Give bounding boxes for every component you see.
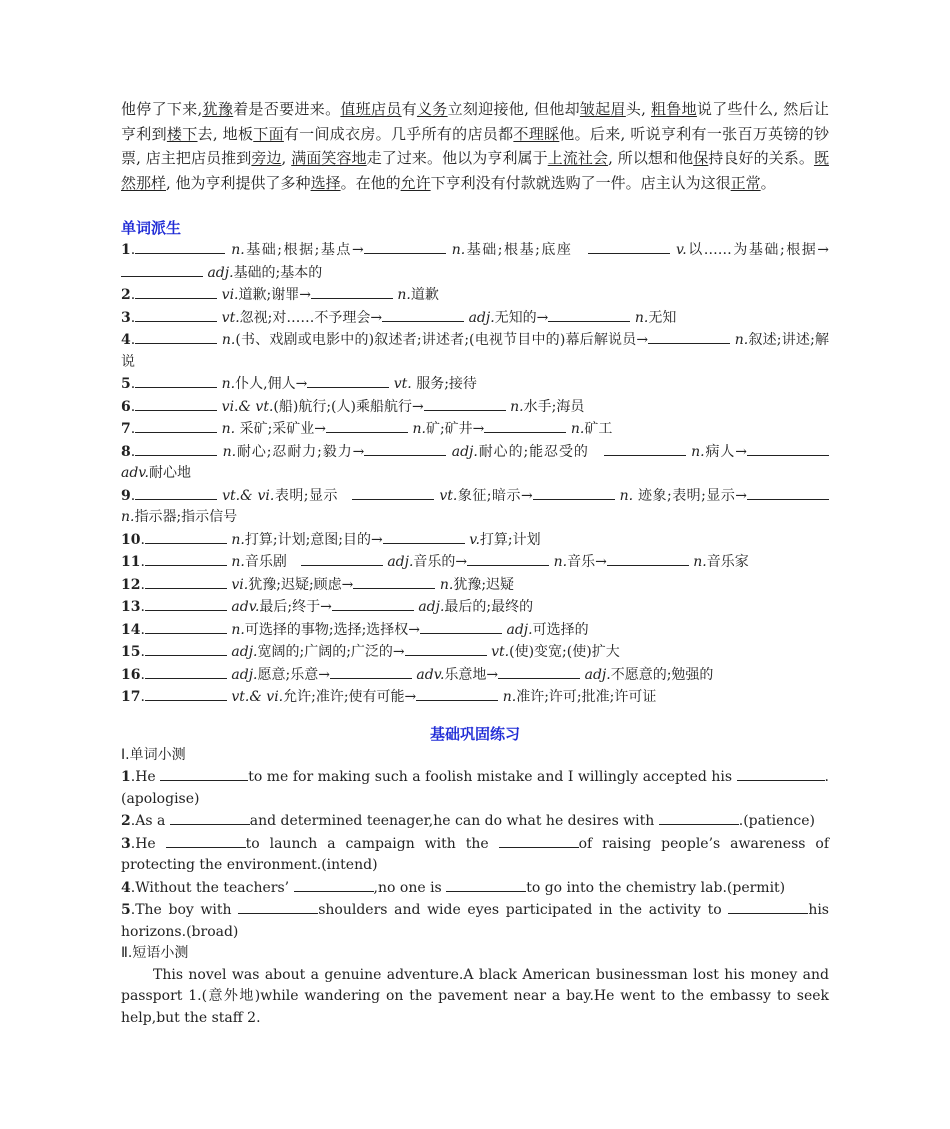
item-number: 7 (121, 421, 131, 437)
answer-blank[interactable] (294, 877, 374, 892)
definition: (书、戏剧或电影中的)叙述者;讲述者;(电视节目中的)幕后解说员→ (235, 332, 649, 348)
definition: 忽视;对……不予理会→ (239, 309, 383, 326)
definition: 叙述;讲述;解说 (121, 332, 829, 370)
definition: 打算;计划;意图;目的→ (244, 531, 383, 548)
passage-text: , 所以想和他 (608, 149, 694, 167)
part-of-speech: n. (231, 554, 245, 570)
answer-blank[interactable] (166, 833, 246, 848)
definition: 耐心的;能忍受的 (477, 443, 604, 460)
item-number: 5 (121, 376, 131, 392)
exercise-text: of raising people’s awareness of protecting the environment.(intend) (121, 835, 829, 873)
definition: 可选择的事物;选择;选择权→ (244, 621, 421, 638)
part-of-speech: n. (231, 242, 245, 258)
definition: 不愿意的;勉强的 (610, 666, 714, 683)
exercise-text: ,no one is (373, 879, 447, 896)
part-of-speech: n. (510, 398, 524, 415)
item-number: 3 (121, 309, 131, 326)
part-of-speech: n. (570, 421, 585, 437)
answer-blank[interactable] (135, 396, 217, 411)
item-number: 17 (121, 689, 141, 705)
chinese-passage (121, 97, 829, 195)
answer-blank[interactable] (420, 619, 502, 634)
answer-blank[interactable] (135, 329, 217, 344)
part-of-speech: vt. (491, 644, 510, 660)
definition: 以……为基础;根据→ (686, 242, 830, 258)
definition: 基础;根据;基点→ (244, 242, 364, 258)
part-of-speech: vt.& vi. (222, 487, 275, 504)
answer-blank[interactable] (588, 239, 670, 254)
definition: 仆人,佣人→ (235, 376, 308, 392)
answer-blank[interactable] (145, 686, 227, 701)
answer-blank[interactable] (424, 396, 506, 411)
part-of-speech: n. (553, 554, 568, 570)
derivation-item: 1. n.基础;根据;基点→ n.基础;根基;底座 v.以……为基础;根据→ adj.基础的;基本的 (121, 239, 829, 284)
answer-blank[interactable] (135, 307, 217, 322)
part-of-speech: adj. (231, 666, 258, 683)
derivation-item: 15. adj.宽阔的;广阔的;广泛的→ vt.(使)变宽;(使)扩大 (121, 641, 829, 664)
answer-blank[interactable] (548, 307, 630, 322)
part-of-speech: vi.& vt. (221, 398, 274, 415)
answer-blank[interactable] (135, 441, 217, 456)
part-of-speech: n. (231, 621, 245, 638)
exercise-item: 3.He to launch a campaign with the of raising people’s awareness of protecting the environment.(intend) (121, 833, 829, 877)
part-of-speech: adj. (231, 644, 258, 660)
exercise-text: to go into the chemistry lab.(permit) (526, 879, 786, 896)
passage-text: 去, 地板 (197, 124, 254, 143)
passage-text: 下亨利没有付款就选购了一件。店主认为这很 (430, 173, 731, 192)
part1-title: Ⅰ.单词小测 (121, 746, 186, 763)
definition: 矿工 (584, 421, 613, 437)
passage-text: 有一间成衣房。几乎所有的店员都 (283, 124, 514, 143)
derivation-item: 8. n.耐心;忍耐力;毅力→ adj.耐心的;能忍受的 n.病人→ adv.耐心地 (121, 441, 829, 485)
item-number: 11 (121, 554, 141, 570)
answer-blank[interactable] (145, 664, 227, 679)
part-of-speech: adv. (231, 599, 260, 615)
definition: 乐意地→ (444, 666, 499, 683)
part-of-speech: v. (469, 531, 480, 548)
item-number: 14 (121, 621, 141, 638)
passage-text: 着是否要进来。 (233, 100, 341, 118)
definition: 病人→ (704, 443, 748, 460)
answer-blank[interactable] (311, 284, 393, 299)
definition: 允许;准许;使有可能→ (283, 689, 417, 705)
item-number: 12 (121, 576, 141, 593)
answer-blank[interactable] (135, 418, 217, 433)
definition: 犹豫;迟疑;顾虑→ (248, 576, 354, 593)
exercise-text: and determined teenager,he can do what he desires with (249, 813, 659, 829)
answer-blank[interactable] (446, 877, 526, 892)
passage-underlined: 楼下 (166, 124, 198, 143)
item-number: 10 (121, 531, 141, 548)
answer-blank[interactable] (737, 766, 825, 781)
definition: 宽阔的;广阔的;广泛的→ (257, 644, 405, 660)
definition: 最后的;最终的 (444, 599, 534, 615)
answer-blank[interactable] (747, 485, 829, 500)
passage-underlined: 下面 (253, 124, 284, 143)
passage-underlined: 义务 (416, 100, 448, 118)
definition: 道歉;谢罪→ (238, 287, 311, 303)
passage-underlined: 允许 (400, 173, 431, 192)
part-of-speech: adj. (207, 264, 234, 281)
item-number: 4 (121, 332, 131, 348)
derivation-item: 9. vt.& vi.表明;显示 vt.象征;暗示→ n. 迹象;表明;显示→ n.指示器;指示信号 (121, 485, 829, 529)
passage-text: 有 (401, 100, 417, 118)
answer-blank[interactable] (135, 239, 225, 254)
passage-text: 持良好的关系。 (708, 149, 814, 167)
answer-blank[interactable] (145, 596, 227, 611)
exercise-text: to me for making such a foolish mistake and I willingly accepted his (248, 769, 737, 785)
item-number: 13 (121, 599, 141, 615)
definition: 无知 (648, 309, 677, 326)
definition: 准许;许可;批准;许可证 (516, 689, 657, 705)
answer-blank[interactable] (121, 262, 203, 277)
answer-blank[interactable] (416, 686, 498, 701)
passage-underlined: 值班店员 (340, 100, 402, 118)
part-of-speech: vt. (393, 376, 412, 392)
passage-text: , 他为亨利提供了多种 (166, 173, 311, 192)
passage-underlined: 上流社会 (547, 149, 609, 167)
definition: 最后;终于→ (259, 599, 332, 615)
answer-blank[interactable] (238, 899, 318, 914)
exercise-text: to launch a campaign with the (245, 835, 499, 852)
exercise-text: his horizons.(broad) (121, 902, 829, 940)
derivation-item: 17. vt.& vi.允许;准许;使有可能→ n.准许;许可;批准;许可证 (121, 686, 829, 709)
item-number: 2 (121, 287, 131, 303)
definition: 基础;根基;底座 (465, 242, 589, 258)
answer-blank[interactable] (498, 664, 580, 679)
part-of-speech: vt. (439, 487, 458, 504)
definition: 表明;显示 (274, 487, 353, 504)
section-title-derivation: 单词派生 (121, 219, 182, 237)
exercise-text: He (135, 835, 166, 852)
answer-blank[interactable] (728, 899, 808, 914)
exercise-text: .(patience) (738, 813, 815, 829)
exercise-text: He (135, 769, 161, 785)
item-number: 5 (121, 902, 131, 918)
answer-blank[interactable] (484, 418, 566, 433)
derivation-item: 16. adj.愿意;乐意→ adv.乐意地→ adj.不愿意的;勉强的 (121, 664, 829, 687)
definition: 愿意;乐意→ (257, 666, 330, 683)
derivation-item: 11. n.音乐剧 adj.音乐的→ n.音乐→ n.音乐家 (121, 551, 829, 574)
derivation-item: 14. n.可选择的事物;选择;选择权→ adj.可选择的 (121, 619, 829, 642)
answer-blank[interactable] (307, 373, 389, 388)
part-of-speech: adj. (451, 443, 478, 460)
passage-underlined: 不理睬 (513, 124, 560, 143)
item-number: 1 (121, 769, 131, 785)
passage-text: 他。后来, 听说亨利有一张百万英镑的钞票, 店主把店员推到 (121, 124, 829, 167)
passage-text: 头, (625, 100, 651, 118)
derivation-item: 10. n.打算;计划;意图;目的→ v.打算;计划 (121, 529, 829, 552)
part-of-speech: n. (451, 242, 466, 258)
derivation-item: 13. adv.最后;终于→ adj.最后的;最终的 (121, 596, 829, 619)
part-of-speech: n. (221, 421, 236, 437)
part-of-speech: n. (397, 287, 411, 303)
definition: 音乐→ (567, 554, 607, 570)
definition: (船)航行;(人)乘船航行→ (273, 398, 424, 415)
part-of-speech: n. (691, 443, 705, 460)
part-of-speech: adv. (121, 465, 150, 481)
passage-underlined: 保 (693, 149, 709, 167)
answer-blank[interactable] (145, 529, 227, 544)
answer-blank[interactable] (145, 551, 227, 566)
answer-blank[interactable] (145, 619, 227, 634)
answer-blank[interactable] (135, 284, 217, 299)
item-number: 4 (121, 879, 131, 896)
definition: 无知的→ (494, 309, 549, 326)
definition: 犹豫;迟疑 (453, 576, 515, 593)
answer-blank[interactable] (648, 329, 730, 344)
passage-text: 说了些什么, 然后让亨利到 (121, 100, 829, 143)
derivation-item: 7. n. 采矿;采矿业→ n.矿;矿井→ n.矿工 (121, 418, 829, 441)
part2-title: Ⅱ.短语小测 (121, 945, 189, 961)
definition: 道歉 (410, 287, 439, 303)
part-of-speech: adj. (468, 309, 495, 326)
answer-blank[interactable] (364, 239, 446, 254)
answer-blank[interactable] (332, 596, 414, 611)
answer-blank[interactable] (405, 641, 487, 656)
definition: 音乐剧 (244, 554, 301, 570)
answer-blank[interactable] (364, 441, 446, 456)
part-of-speech: n. (634, 309, 649, 326)
derivation-item: 4. n.(书、戏剧或电影中的)叙述者;讲述者;(电视节目中的)幕后解说员→ n.叙述;讲述;解说 (121, 329, 829, 373)
item-number: 9 (121, 487, 131, 504)
passage-underlined: 皱起眉 (579, 100, 626, 118)
part-of-speech: adj. (418, 599, 445, 615)
passage-underlined: 犹豫 (202, 100, 234, 118)
answer-blank[interactable] (352, 485, 434, 500)
part-of-speech: n. (221, 332, 236, 348)
exercise-item: 5.The boy with shoulders and wide eyes participated in the activity to his horizons.(broad) (121, 899, 829, 943)
derivation-item: 2. vi.道歉;谢罪→ n.道歉 (121, 284, 829, 307)
exercise-list (121, 766, 829, 943)
answer-blank[interactable] (160, 766, 248, 781)
phrase-passage: This novel was about a genuine adventure.A black American businessman lost his money and passport 1.(意外地)while wandering on the pavement near a bay.He went to the embassy to seek help,but the staff 2. (121, 966, 829, 1026)
item-number: 1 (121, 242, 131, 258)
answer-blank[interactable] (383, 529, 465, 544)
document-page (121, 97, 829, 1029)
item-number: 2 (121, 813, 131, 829)
definition: 打算;计划 (479, 531, 541, 548)
derivation-item: 5. n.仆人,佣人→ vt. 服务;接待 (121, 373, 829, 396)
exercise-text: As a (135, 813, 170, 829)
answer-blank[interactable] (467, 551, 549, 566)
definition: 服务;接待 (411, 376, 477, 392)
passage-underlined: 满面笑容地 (291, 149, 367, 167)
definition: 水手;海员 (523, 398, 585, 415)
part-of-speech: adj. (387, 554, 414, 570)
passage-underlined: 粗鲁地 (650, 100, 697, 118)
passage-text: , (281, 149, 292, 167)
part-of-speech: vi. (221, 287, 239, 303)
exercise-text: shoulders and wide eyes participated in the activity to (318, 902, 729, 918)
derivation-list (121, 239, 829, 709)
part-of-speech: vt.& vi. (231, 689, 284, 705)
exercise-item: 2.As a and determined teenager,he can do what he desires with .(patience) (121, 810, 829, 833)
passage-underlined: 旁边 (251, 149, 282, 167)
passage-underlined: 既然那样 (121, 149, 829, 192)
definition: (使)变宽;(使)扩大 (509, 644, 620, 660)
item-number: 6 (121, 398, 131, 415)
answer-blank[interactable] (382, 307, 464, 322)
item-number: 15 (121, 644, 141, 660)
answer-blank[interactable] (659, 810, 739, 825)
definition: 音乐的→ (413, 554, 468, 570)
answer-blank[interactable] (170, 810, 250, 825)
part-of-speech: n. (439, 576, 454, 593)
part-of-speech: n. (221, 376, 236, 392)
part-of-speech: n. (734, 332, 749, 348)
exercise-item: 1.He to me for making such a foolish mistake and I willingly accepted his .(apologise) (121, 766, 829, 810)
definition: 矿;矿井→ (425, 421, 485, 437)
definition: 音乐家 (706, 554, 749, 570)
part-of-speech: adj. (506, 621, 533, 638)
section-title-practice: 基础巩固练习 (429, 724, 520, 743)
answer-blank[interactable] (145, 574, 227, 589)
part-of-speech: n. (502, 689, 517, 705)
answer-blank[interactable] (747, 441, 829, 456)
item-number: 16 (121, 666, 141, 683)
answer-blank[interactable] (301, 551, 383, 566)
answer-blank[interactable] (353, 574, 435, 589)
passage-text: 立刻迎接他, 但他却 (447, 100, 580, 118)
answer-blank[interactable] (607, 551, 689, 566)
part-of-speech: n. (231, 531, 245, 548)
answer-blank[interactable] (499, 833, 579, 848)
definition: 采矿;采矿业→ (235, 421, 327, 437)
definition: 迹象;表明;显示→ (633, 487, 748, 504)
item-number: 8 (121, 443, 131, 460)
part-of-speech: vt. (221, 309, 240, 326)
derivation-item: 3. vt.忽视;对……不予理会→ adj.无知的→ n.无知 (121, 307, 829, 330)
definition: 耐心;忍耐力;毅力→ (236, 443, 365, 460)
derivation-item: 6. vi.& vt.(船)航行;(人)乘船航行→ n.水手;海员 (121, 396, 829, 419)
definition: 基础的;基本的 (233, 264, 323, 281)
part-of-speech: vi. (231, 576, 249, 593)
answer-blank[interactable] (135, 485, 217, 500)
exercise-text: .(apologise) (121, 769, 829, 807)
passage-text: 。在他的 (340, 173, 401, 192)
part-of-speech: v. (676, 242, 687, 258)
derivation-item: 12. vi.犹豫;迟疑;顾虑→ n.犹豫;迟疑 (121, 574, 829, 597)
passage-underlined: 选择 (310, 173, 341, 192)
passage-text: 。 (760, 173, 776, 192)
passage-underlined: 正常 (730, 173, 761, 192)
part-of-speech: n. (412, 421, 426, 437)
exercise-text: Without the teachers’ (135, 879, 294, 896)
definition: 可选择的 (532, 621, 589, 638)
part-of-speech: n. (121, 509, 135, 525)
part-of-speech: adj. (584, 666, 611, 683)
answer-blank[interactable] (145, 641, 227, 656)
item-number: 3 (121, 835, 131, 852)
answer-blank[interactable] (533, 485, 615, 500)
part-of-speech: adv. (416, 666, 445, 683)
part-of-speech: n. (222, 443, 237, 460)
passage-text: 他停了下来, (121, 100, 203, 118)
answer-blank[interactable] (604, 441, 686, 456)
definition: 耐心地 (149, 465, 192, 481)
answer-blank[interactable] (135, 373, 217, 388)
definition: 指示器;指示信号 (134, 509, 238, 525)
exercise-text: The boy with (135, 902, 239, 918)
answer-blank[interactable] (326, 418, 408, 433)
passage-text: 走了过来。他以为亨利属于 (366, 149, 548, 167)
part-of-speech: n. (693, 554, 707, 570)
definition: 象征;暗示→ (457, 487, 533, 504)
exercise-item: 4.Without the teachers’ ,no one is to go into the chemistry lab.(permit) (121, 877, 829, 900)
answer-blank[interactable] (330, 664, 412, 679)
part-of-speech: n. (619, 487, 634, 504)
